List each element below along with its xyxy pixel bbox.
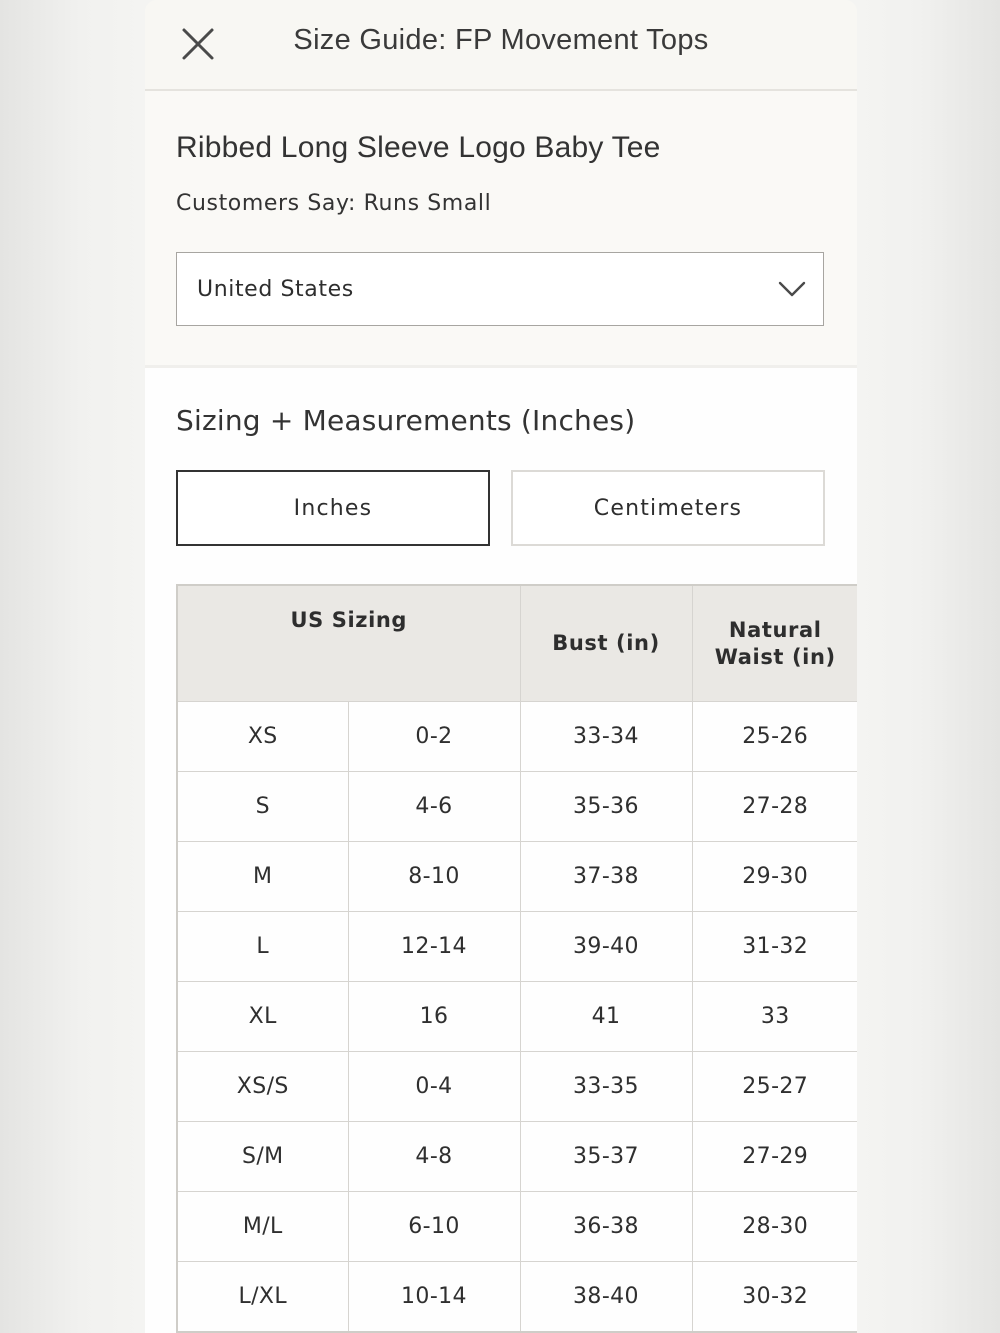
- table-header-row: [177, 585, 857, 702]
- fit-note: Customers Say: Runs Small: [176, 191, 492, 216]
- bust-value: 35-37: [520, 1122, 692, 1192]
- us-size-number: 4-8: [348, 1122, 520, 1192]
- size-label: M/L: [177, 1192, 348, 1262]
- table-row: [177, 702, 857, 772]
- size-label: S/M: [177, 1122, 348, 1192]
- unit-toggle-centimeters[interactable]: Centimeters: [511, 470, 825, 546]
- page-title: Size Guide: FP Movement Tops: [293, 24, 709, 56]
- size-label: XS/S: [177, 1052, 348, 1122]
- table-row: [177, 772, 857, 842]
- us-size-number: 0-2: [348, 702, 520, 772]
- table-row: [177, 1262, 857, 1333]
- waist-value: 28-30: [692, 1192, 857, 1262]
- table-row: [177, 1192, 857, 1262]
- us-size-number: 8-10: [348, 842, 520, 912]
- bust-value: 35-36: [520, 772, 692, 842]
- size-label: L/XL: [177, 1262, 348, 1333]
- measurements-title: Sizing + Measurements (Inches): [176, 404, 636, 437]
- table-row: [177, 1052, 857, 1122]
- us-size-number: 6-10: [348, 1192, 520, 1262]
- waist-value: 27-28: [692, 772, 857, 842]
- us-size-number: 0-4: [348, 1052, 520, 1122]
- bust-value: 41: [520, 982, 692, 1052]
- bust-value: 39-40: [520, 912, 692, 982]
- bust-value: 33-34: [520, 702, 692, 772]
- size-label: XS: [177, 702, 348, 772]
- size-guide-sheet: [145, 0, 857, 1333]
- size-label: L: [177, 912, 348, 982]
- size-table: [176, 584, 857, 1333]
- bust-value: 33-35: [520, 1052, 692, 1122]
- bust-value: 37-38: [520, 842, 692, 912]
- waist-value: 29-30: [692, 842, 857, 912]
- unit-toggle-inches[interactable]: Inches: [176, 470, 490, 546]
- table-row: [177, 842, 857, 912]
- us-size-number: 16: [348, 982, 520, 1052]
- us-size-number: 4-6: [348, 772, 520, 842]
- waist-value: 33: [692, 982, 857, 1052]
- us-size-number: 12-14: [348, 912, 520, 982]
- chevron-down-icon: [777, 274, 807, 304]
- waist-value: 25-27: [692, 1052, 857, 1122]
- bust-value: 38-40: [520, 1262, 692, 1333]
- header-us-sizing: US Sizing: [177, 585, 520, 702]
- country-select-value: United States: [197, 276, 354, 302]
- size-label: M: [177, 842, 348, 912]
- header-natural-waist: Natural Waist (in): [692, 585, 857, 702]
- waist-value: 31-32: [692, 912, 857, 982]
- country-select[interactable]: [176, 252, 824, 326]
- table-row: [177, 912, 857, 982]
- bust-value: 36-38: [520, 1192, 692, 1262]
- measurements-section: [145, 368, 857, 1333]
- waist-value: 30-32: [692, 1262, 857, 1333]
- size-label: XL: [177, 982, 348, 1052]
- product-info: [145, 91, 857, 216]
- product-name: Ribbed Long Sleeve Logo Baby Tee: [176, 131, 661, 164]
- waist-value: 25-26: [692, 702, 857, 772]
- size-guide-header: [145, 0, 857, 91]
- size-label: S: [177, 772, 348, 842]
- header-bust: Bust (in): [520, 585, 692, 702]
- table-row: [177, 982, 857, 1052]
- us-size-number: 10-14: [348, 1262, 520, 1333]
- table-row: [177, 1122, 857, 1192]
- size-table-wrapper: [176, 584, 857, 1333]
- waist-value: 27-29: [692, 1122, 857, 1192]
